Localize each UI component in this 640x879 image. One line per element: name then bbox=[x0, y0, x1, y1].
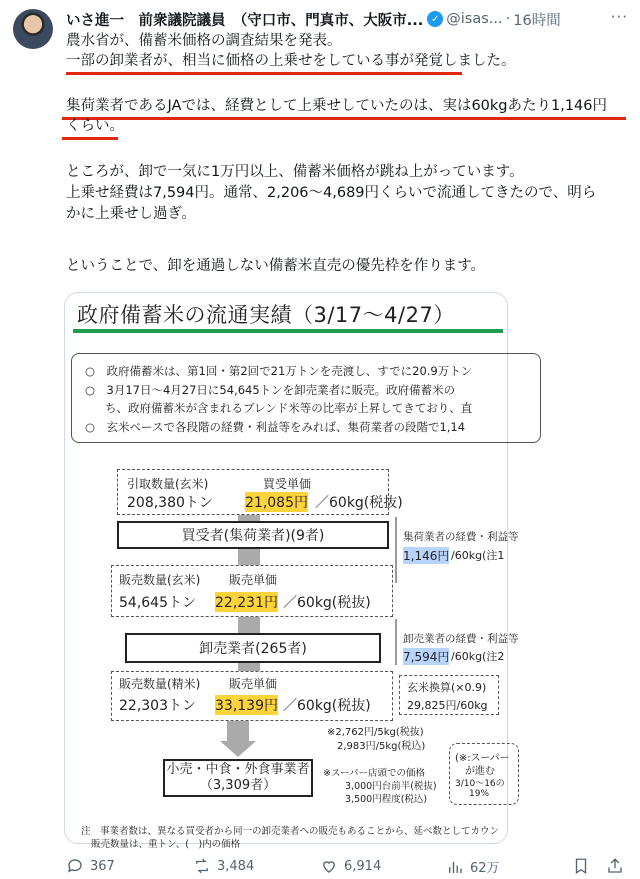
reply-icon bbox=[66, 857, 84, 875]
q1-price-label: 買受単価 bbox=[263, 477, 312, 491]
box-wholesaler: 卸売業者(265者) bbox=[125, 633, 381, 663]
box3-line1: 小売・中食・外食事業者 bbox=[166, 762, 310, 777]
box-retailers bbox=[163, 759, 313, 797]
like-button[interactable] bbox=[320, 857, 381, 875]
tweet-line: 農水省が、備蓄米価格の調査結果を発表。 bbox=[66, 33, 342, 49]
side1-unit: /60kg(注1 bbox=[451, 549, 505, 562]
repost-button[interactable] bbox=[193, 857, 254, 875]
views-icon bbox=[446, 858, 464, 876]
timestamp[interactable]: 16時間 bbox=[513, 12, 561, 29]
q2-price-label: 販売単価 bbox=[229, 573, 278, 587]
share-button[interactable] bbox=[606, 857, 624, 875]
box3-line2: （3,309者） bbox=[199, 778, 277, 793]
tweet-line: ところが、卸で一気に1万円以上、備蓄米価格が跳ね上がっています。 bbox=[66, 164, 524, 180]
bookmark-button[interactable] bbox=[572, 857, 590, 875]
q1-unit: ／60kg(税抜) bbox=[315, 495, 403, 511]
range-bracket bbox=[395, 517, 397, 583]
attached-image[interactable] bbox=[64, 292, 519, 850]
side2-label: 卸売業者の経費・利益等 bbox=[403, 633, 519, 645]
flow-arrow bbox=[227, 721, 249, 741]
q3-label: 販売数量(精米) bbox=[119, 677, 201, 691]
note-line: ○ 政府備蓄米は、第1回・第2回で21万トンを売渡し、すでに20.9万トン bbox=[85, 364, 473, 378]
green-rule bbox=[73, 329, 503, 333]
reply-count: 367 bbox=[90, 858, 115, 874]
side2-value: 7,594円 bbox=[403, 650, 450, 664]
q3-price-label: 販売単価 bbox=[229, 677, 278, 691]
footnote: 注 事業者数は、異なる買受者から同一の卸売業者への販売もあることから、延べ数としてカウン bbox=[81, 826, 500, 837]
super-note-1: ※スーパー店頭での価格 bbox=[323, 768, 426, 779]
q2-label: 販売数量(玄米) bbox=[119, 573, 201, 587]
separator: · bbox=[505, 11, 511, 27]
tweet-line: 集荷業者であるJAでは、経費として上乗せしていたのは、実は60kgあたり1,146円 bbox=[66, 98, 608, 114]
q3-unit: ／60kg(税抜) bbox=[283, 698, 371, 714]
footnote: 販売数量は、重トン、( )内の価格 bbox=[91, 839, 241, 850]
repost-count: 3,484 bbox=[217, 858, 255, 874]
like-count: 6,914 bbox=[344, 858, 382, 874]
heart-icon bbox=[320, 857, 338, 875]
side1-value: 1,146円 bbox=[403, 549, 450, 563]
retail-note-1: ※2,762円/5kg(税抜) bbox=[327, 727, 424, 738]
flow-arrow bbox=[238, 617, 260, 633]
box-collector: 買受者(集荷業者)(9者) bbox=[117, 521, 389, 549]
tweet-line: 上乗せ経費は7,594円。通常、2,206〜4,689円くらいで流通してきたので、明ら bbox=[66, 185, 597, 201]
flow-arrow bbox=[238, 549, 260, 565]
q1-label: 引取数量(玄米) bbox=[127, 477, 209, 491]
share-icon bbox=[606, 857, 624, 875]
side-note-4: 19% bbox=[469, 789, 490, 799]
side1-label: 集荷業者の経費・利益等 bbox=[403, 531, 519, 543]
flow-arrow bbox=[238, 663, 260, 671]
author-handle[interactable]: @isas... bbox=[446, 11, 503, 27]
super-note-2: 3,000円台前半(税抜) bbox=[345, 781, 437, 792]
q3-price: 33,139円 bbox=[215, 695, 278, 715]
conv-value: 29,825円/60kg bbox=[407, 699, 488, 712]
tweet-header bbox=[66, 8, 628, 30]
retail-note-2: 2,983円/5kg(税込) bbox=[337, 741, 426, 752]
tweet-line: かに上乗せし過ぎ。 bbox=[66, 206, 196, 222]
image-title: 政府備蓄米の流通実績（3/17〜4/27） bbox=[77, 303, 455, 327]
conv-label: 玄米換算(×0.9) bbox=[407, 681, 487, 694]
avatar[interactable] bbox=[13, 9, 53, 49]
tweet-line: くらい。 bbox=[66, 118, 124, 134]
q1-price: 21,085円 bbox=[245, 492, 308, 512]
range-bracket bbox=[395, 619, 397, 665]
super-note-3: 3,500円程度(税込) bbox=[345, 794, 428, 805]
side2-unit: /60kg(注2 bbox=[451, 650, 505, 663]
side-note-1: (※:スーパー bbox=[455, 753, 510, 764]
note-line: ち、政府備蓄米が含まれるブレンド米等の比率が上昇してきており、直 bbox=[105, 401, 473, 415]
note-line: ○ 玄米ベースで各段階の経費・利益等をみれば、集荷業者の段階で1,14 bbox=[85, 420, 466, 434]
views-count: 62万 bbox=[470, 861, 500, 876]
views-button[interactable] bbox=[446, 857, 500, 876]
q1-qty: 208,380トン bbox=[127, 495, 213, 511]
bookmark-icon bbox=[572, 857, 590, 875]
q3-qty: 22,303トン bbox=[119, 698, 196, 714]
q2-qty: 54,645トン bbox=[119, 595, 196, 611]
side-note-3: 3/10〜16の bbox=[455, 779, 505, 789]
q2-unit: ／60kg(税抜) bbox=[283, 595, 371, 611]
q2-price: 22,231円 bbox=[215, 592, 278, 612]
flow-arrowhead bbox=[220, 741, 256, 757]
tweet-line: ということで、卸を通過しない備蓄米直売の優先枠を作ります。 bbox=[66, 258, 486, 274]
repost-icon bbox=[193, 857, 211, 875]
tweet-line: 一部の卸業者が、相当に価格の上乗せをしている事が発覚しました。 bbox=[66, 53, 516, 69]
author-name[interactable]: いさ進一 前衆議院議員 （守口市、門真市、大阪市... bbox=[66, 12, 424, 29]
verified-badge-icon: ✓ bbox=[427, 11, 443, 27]
red-underline bbox=[66, 72, 462, 75]
side-note-2: が進む bbox=[465, 766, 495, 777]
more-options-icon[interactable]: ··· bbox=[610, 8, 628, 26]
reply-button[interactable] bbox=[66, 857, 115, 875]
note-line: ○ 3月17日〜4月27日に54,645トンを卸売業者に販売。政府備蓄米の bbox=[85, 383, 456, 397]
red-underline bbox=[62, 137, 118, 140]
